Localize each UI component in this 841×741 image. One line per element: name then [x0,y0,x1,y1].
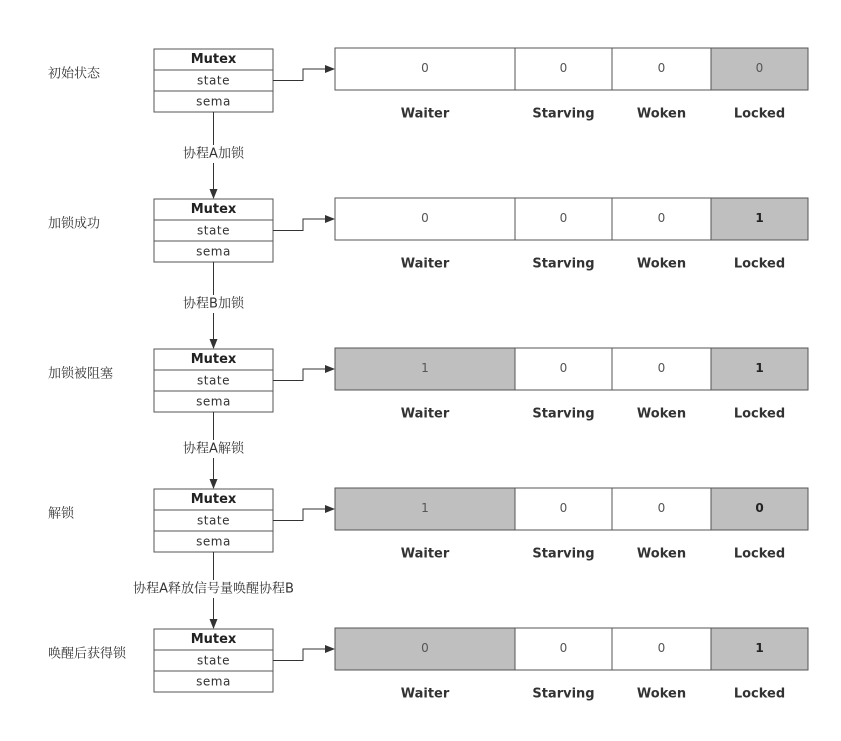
state-connector-arrow [273,69,334,81]
state-bit-value: 0 [421,641,429,655]
field-label-woken: Woken [636,106,687,122]
field-label-waiter: Waiter [400,106,450,122]
mutex-title: Mutex [190,52,237,67]
state-bit-value: 0 [421,211,429,225]
transition-label: 协程A加锁 [183,146,244,162]
mutex-title: Mutex [190,202,237,217]
state-bit-value: 0 [559,641,568,655]
field-label-waiter: Waiter [400,686,450,702]
mutex-field-state: state [197,373,230,388]
stage-label: 解锁 [48,506,75,522]
mutex-field-state: state [197,513,230,528]
mutex-title: Mutex [190,632,237,647]
field-label-starving: Starving [532,106,595,122]
field-label-starving: Starving [532,406,595,422]
stage-label: 加锁被阻塞 [48,366,114,382]
mutex-field-sema: sema [196,534,231,549]
field-label-locked: Locked [733,686,786,702]
state-connector-arrow [273,649,334,661]
field-label-waiter: Waiter [400,546,450,562]
state-connector-arrow [273,509,334,521]
field-label-woken: Woken [636,546,687,562]
field-label-locked: Locked [733,106,786,122]
state-bit-value: 0 [755,61,764,75]
mutex-title: Mutex [190,492,237,507]
state-bit-value: 0 [657,501,666,515]
state-bit-value: 0 [657,641,666,655]
state-bit-value: 0 [657,61,666,75]
stage-label: 唤醒后获得锁 [48,646,127,662]
state-bit-value: 0 [421,61,429,75]
state-bit-value: 0 [559,61,568,75]
field-label-locked: Locked [733,256,786,272]
state-connector-arrow [273,369,334,381]
mutex-field-sema: sema [196,94,231,109]
field-label-waiter: Waiter [400,256,450,272]
state-bit-value: 1 [421,501,429,515]
state-bit-value: 0 [559,211,568,225]
transition-label: 协程A解锁 [183,441,244,457]
field-label-waiter: Waiter [400,406,450,422]
transition-label: 协程A释放信号量唤醒协程B [133,581,294,597]
state-bit-value: 0 [657,361,666,375]
mutex-field-sema: sema [196,674,231,689]
state-bit-value: 1 [755,641,764,655]
field-label-woken: Woken [636,406,687,422]
mutex-field-sema: sema [196,244,231,259]
field-label-woken: Woken [636,256,687,272]
transition-label: 协程B加锁 [183,296,244,312]
state-connector-arrow [273,219,334,231]
field-label-starving: Starving [532,256,595,272]
stage-label: 加锁成功 [48,216,101,232]
field-label-starving: Starving [532,686,595,702]
state-bit-value: 0 [657,211,666,225]
state-bit-value: 0 [559,501,568,515]
mutex-field-sema: sema [196,394,231,409]
field-label-locked: Locked [733,546,786,562]
field-label-locked: Locked [733,406,786,422]
field-label-woken: Woken [636,686,687,702]
mutex-title: Mutex [190,352,237,367]
mutex-field-state: state [197,223,230,238]
mutex-field-state: state [197,73,230,88]
state-bit-value: 0 [755,501,764,515]
state-bit-value: 1 [755,361,764,375]
state-bit-value: 0 [559,361,568,375]
state-bit-value: 1 [755,211,764,225]
mutex-field-state: state [197,653,230,668]
stage-label: 初始状态 [48,66,101,82]
state-bit-value: 1 [421,361,429,375]
field-label-starving: Starving [532,546,595,562]
